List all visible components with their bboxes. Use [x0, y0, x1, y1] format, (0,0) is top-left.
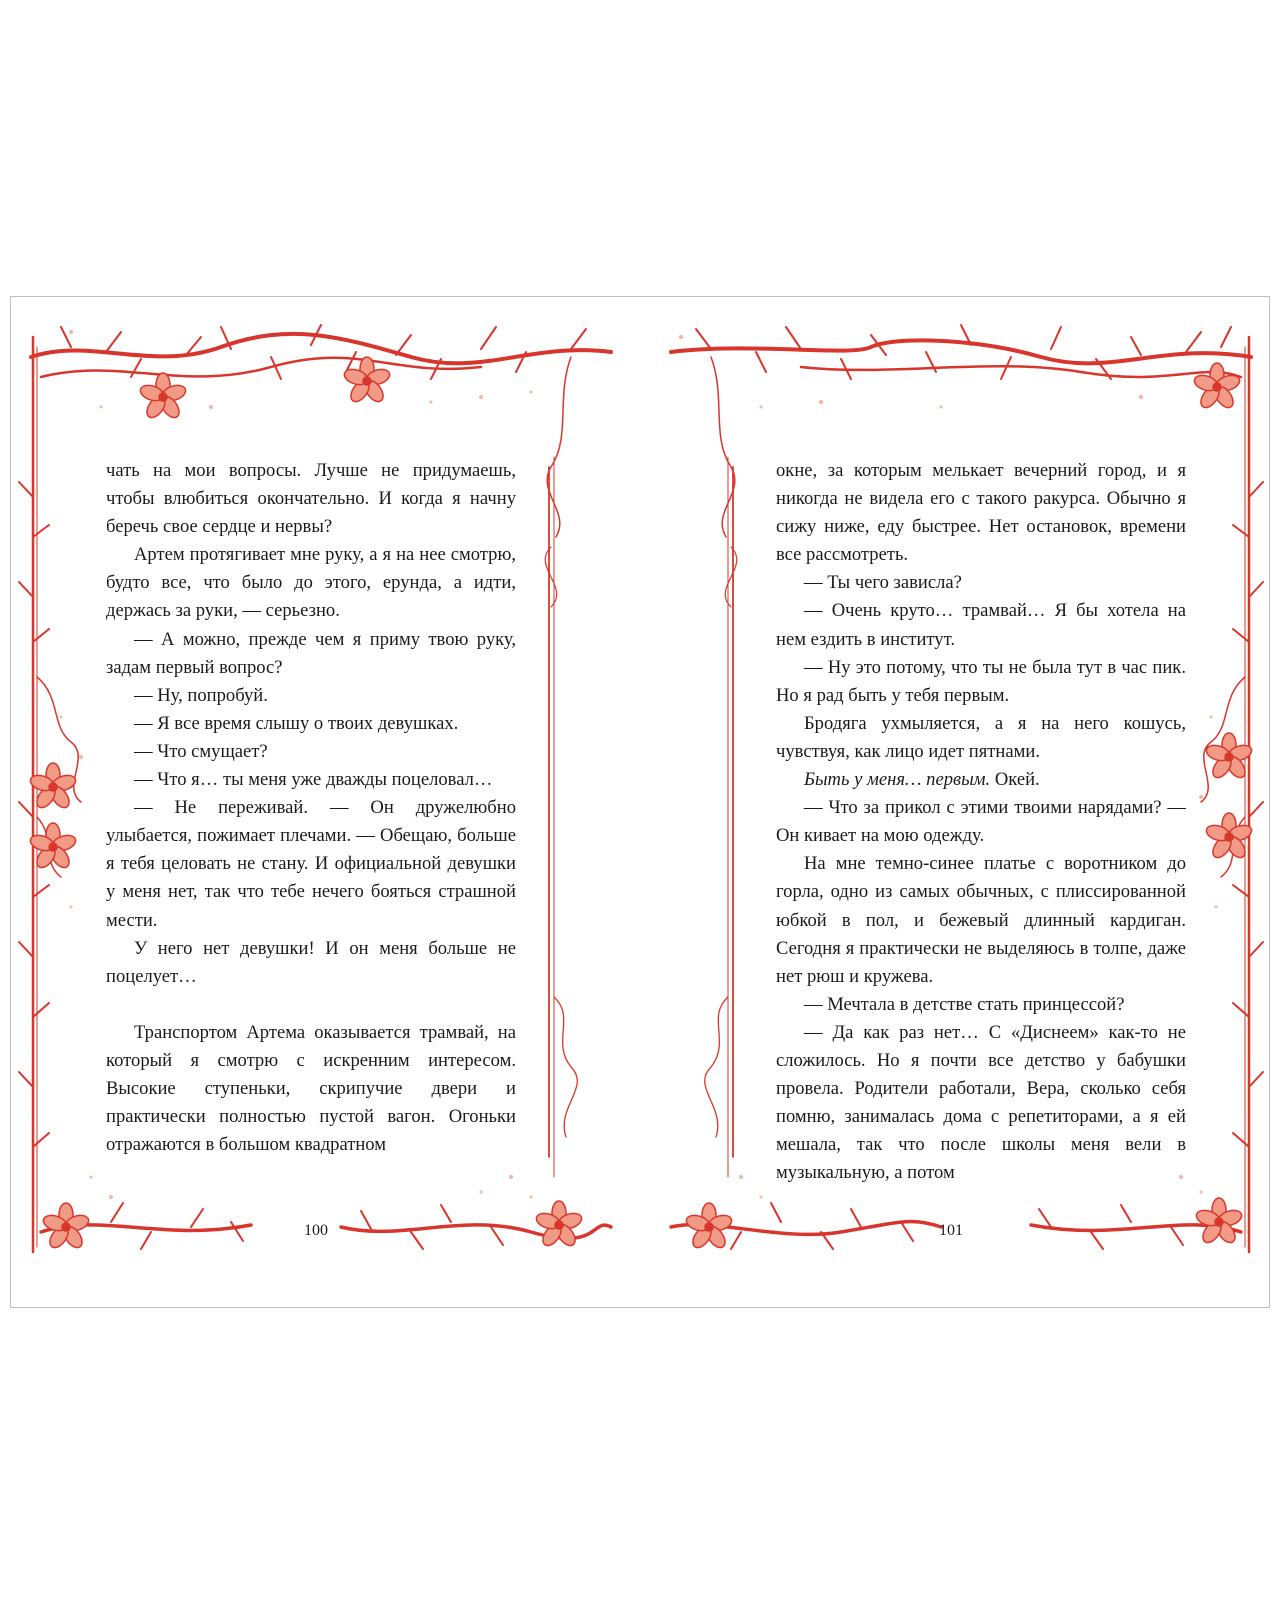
paragraph-tail: Окей. [994, 769, 1040, 791]
paragraph-italic-line [776, 766, 1186, 794]
left-page [11, 297, 641, 1307]
paragraph: — Мечтала в детстве стать принцессой? [804, 993, 1125, 1015]
paragraph: — Что смущает? [134, 740, 268, 762]
paragraph: Бродяга ухмыляется, а я на него кошусь, чувствуя, как лицо идет пятнами. [776, 712, 1186, 762]
paragraph: чать на мои вопросы. Лучше не придумаешь, чтобы влюбиться окончательно. И когда я начну беречь свое сердце и нервы? [106, 460, 516, 538]
paragraph: — Не переживай. — Он дружелюбно улыбается, пожимает плечами. — Обещаю, больше я тебя целовать не стану. И официальной девушки у меня нет, так что тебе нечего бояться страшной мести. [106, 797, 516, 931]
paragraph: На мне темно-синее платье с воротником до горла, одно из самых обычных, с плиссированной юбкой в пол, и бежевый длинный кардиган. Сегодня я практически не выделяюсь в толпе, даже нет рюш и кружева. [776, 853, 1186, 987]
paragraph: — А можно, прежде чем я приму твою руку, задам первый вопрос? [106, 628, 516, 678]
paragraph: — Очень круто… трамвай… Я бы хотела на нем ездить в институт. [776, 600, 1186, 650]
paragraph: У него нет девушки! И он меня больше не поцелует… [106, 937, 516, 987]
right-page-text [776, 457, 1186, 1184]
paragraph: — Ну это потому, что ты не была тут в час пик. Но я рад быть у тебя первым. [776, 656, 1186, 706]
paragraph: — Что я… ты меня уже дважды поцеловал… [134, 769, 493, 791]
paragraph: — Я все время слышу о твоих девушках. [134, 712, 459, 734]
paragraph: — Ты чего зависла? [804, 572, 962, 594]
paragraph: окне, за которым мелькает вечерний город, и я никогда не видела его с такого ракурса. Обычно я сижу ниже, еду быстрее. Нет остановок, времени все рассмотреть. [776, 460, 1186, 566]
right-page [641, 297, 1271, 1307]
paragraph: Транспортом Артема оказывается трамвай, на который я смотрю с искренним интересом. Высокие ступеньки, скрипучие двери и практически полностью пустой вагон. Огоньки отражаются в большом квадратном [106, 1021, 516, 1156]
book-spread [10, 296, 1270, 1308]
left-page-text [106, 457, 516, 1157]
italic-thought: Быть у меня… первым. [804, 769, 991, 791]
paragraph: — Что за прикол с этими твоими нарядами? — Он кивает на мою одежду. [776, 797, 1186, 847]
page-number: 101 [939, 1222, 963, 1239]
paragraph: Артем протягивает мне руку, а я на нее смотрю, будто все, что было до этого, ерунда, а идти, держась за руки, — серьезно. [106, 544, 516, 622]
page-number: 100 [304, 1222, 328, 1239]
paragraph: — Да как раз нет… С «Диснеем» как-то не сложилось. Но я почти все детство у бабушки провела. Родители работали, Вера, сколько себя помню, занималась дома с репетиторами, а я ей мешала, так что после школы меня вели в музыкальную, а потом [776, 1021, 1186, 1184]
paragraph: — Ну, попробуй. [134, 684, 268, 706]
